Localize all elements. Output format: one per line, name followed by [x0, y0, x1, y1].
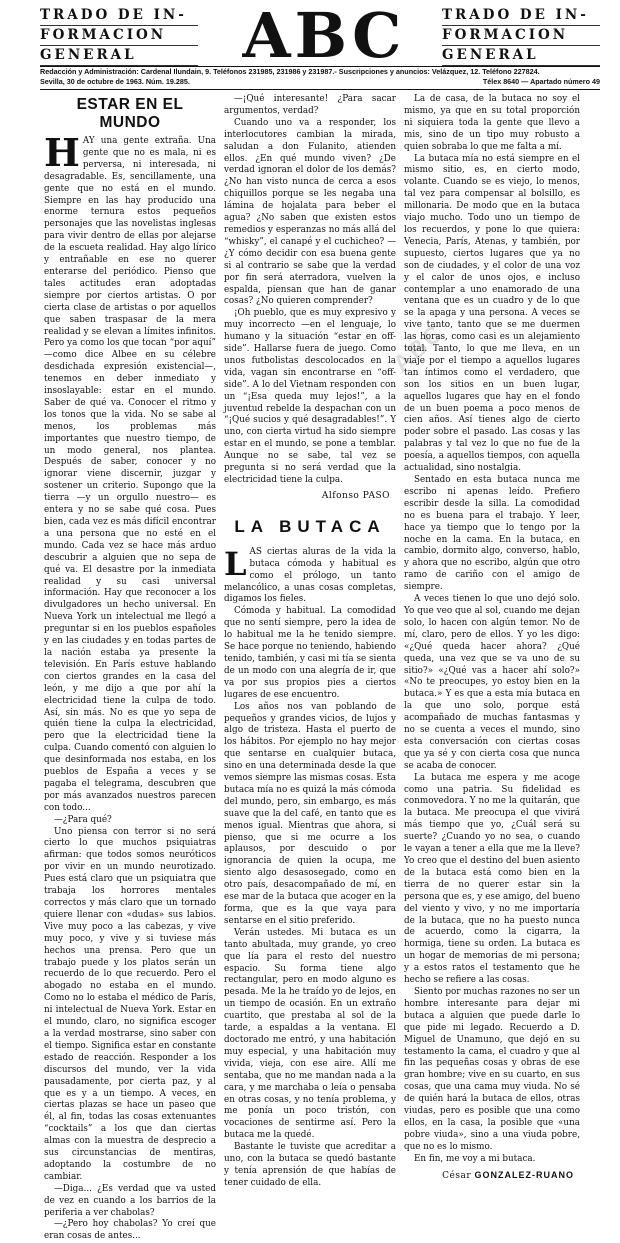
newspaper-logo: ABC: [242, 0, 406, 72]
masthead-right-line-3: GENERAL: [442, 46, 600, 66]
article-paragraph: Bastante le tuviste que acreditar a uno, con la butaca se quedó bastante y tenía aprensión de que habías de tener cuidado de ella.: [224, 1142, 396, 1188]
article-title-la-butaca: LA BUTACA: [234, 516, 386, 536]
article-paragraph: Sentado en esta butaca nunca me escribo ni apenas leído. Prefiero escribir desde la silla. La comodidad no es buena para el trabajo. Y leer, hace ya tiempo que lo tengo por la noche en la cama. En la butaca, en cambio, dormito algo, converso, hablo, y ahora que no escribo, algún que otro ramo de cariño con el amigo de siempre.: [404, 475, 580, 593]
telex-info: Télex 8640 — Apartado número 49: [482, 77, 600, 86]
signature-name: GONZALEZ-RUANO: [474, 1169, 574, 1180]
issue-date: Sevilla, 30 de octubre de 1963. Núm. 19.285.: [40, 77, 190, 86]
article-paragraph: Los años nos van poblando de pequeños y grandes vicios, de lujos y algo de tristeza. Hasta el puerto de los hábitos. Por ejemplo no hay mejor que sentarse en cualquier butaca, sino en una determinada desde la que vemos siempre las mismas cosas. Esta butaca mía no es quizá la más cómoda del mundo, pero, sin embargo, es más suave que la del café, en tanto que es menos igual. Mientras que ahora, si pienso, que si me ocurre a los aplausos, por descuido o por ignorancia de quien la ocupa, me siento algo desasosegado, como en otro país, desacompañado de mí, en ese mar de la butaca que acoger en la forma, que es la que vaya para sentarse en el sitio preferido.: [224, 701, 396, 926]
article-paragraph: —Diga... ¿Es verdad que va usted de vez en cuando a los barrios de la periferia a ver chabolas?: [44, 1183, 216, 1218]
article-paragraph: ¡Oh pueblo, que es muy expresivo y muy incorrecto —en el lenguaje, lo humano y la situación “estar en off-side”. Hallarse fuera de juego. Como unos futbolistas descolocados en la vida, vagan sin encontrarse en “off-side”. A lo del Vietnam responden con un “¡Esa queda muy lejos!”, a la juventud rebelde la despachan con un “¡Qué sucios y qué desagradables!”. Y uno, con cierta virtud ha sido siempre estar en el mundo, se pone a temblar. Aunque no se sabe, tal vez se pregunta si no será verdad que la electricidad tiene la culpa.: [224, 308, 396, 485]
article-paragraph: LAS ciertas aluras de la vida la butaca cómoda y habitual es como el prólogo, un tanto melancólico, a unas cosas completas, digamos los fieles.: [224, 544, 396, 605]
article-paragraph: La de casa, de la butaca no soy el mismo, ya que en su total proporción ni siquiera toda la gente que llevo a mis, sino de un tipo muy robusto a quien sobraba lo que me falta a mí.: [404, 94, 580, 152]
article-paragraph: Siento por muchas razones no ser un hombre interesante para dejar mi butaca a alguien que puede darle lo que pide mi legado. Recuerdo a D. Miguel de Unamuno, que dejó en su testamento la cama, el cuadro y que al fin las pequeñas cosas y obras de ese gran hombre; vive en su cuarto, en sus cosas, que una cama muy viuda. No sé de quién hará la butaca de ellos, otras viudas, pero es posible que una como ellos, en la casa, la posible que «una pobre viuda», sino a una viuda pobre, que no es lo mismo.: [404, 986, 580, 1152]
masthead-left-line-2: FORMACION: [40, 26, 198, 46]
masthead-right-line-1: TRADO DE IN-: [442, 6, 600, 26]
address-line: Redacción y Administración: Cardenal Ilundain, 9. Teléfonos 231985, 231986 y 231987.- Suscripciones y anuncios: Velázquez, 12. Teléfono 227824.: [40, 67, 540, 76]
article-paragraph: —¿Pero hoy chabolas? Yo creí que eran cosas de antes...: [44, 1219, 216, 1242]
column-1: [44, 94, 216, 1243]
masthead-left-line-1: TRADO DE IN-: [40, 6, 198, 26]
header-divider: [40, 89, 600, 90]
article-title-estar-en-el-mundo: ESTAR EN EL MUNDO: [76, 96, 184, 131]
article-paragraph: En fin, me voy a mi butaca.: [414, 1153, 536, 1164]
article-paragraph: Cómoda y habitual. La comodidad que no sentí siempre, pero la idea de lo habitual me la he tenido siempre. Se hace porque no teniendo, habiendo tenido, también, y casi mi tía se sienta de un modo con una alegría de ir, que va por sus propios pies a ciertos lugares de ese encuentro.: [224, 606, 396, 700]
publication-info-bar: [40, 66, 600, 87]
article-paragraph: HAY una gente extraña. Una gente que no es mala, ni es perversa, ni interesada, ni desagradable. Es, sencillamente, una gente que no está en el mundo. Siempre en las hay producido una enorme ternura estos pequeños personajes que las novelistas inglesas para vivir dentro de ellas por alejarse de la escueta realidad. Hay algo lírico y entrañable en ese no querer enterarse del periódico. Pienso que tales actitudes eran adoptadas siempre por ciertos artistas. O por cierta clase de artistas o por aquellos que saben traspasar de la mera realidad y se elevan a límites infinitos. Pero ya como los que tocan “por aquí” —como dice Albee en su célebre desdichada expresión existencial—, tenemos en deber inmediato y insoslayable: estar en el mundo. Saber de qué va. Conocer el ritmo y los tonos que la vida. No se sabe al menos, los problemas más importantes que nuestro tiempo, de un modo general, nos plantea. Después de saber, conocer y no ignorar viene discernir, juzgar y sostener un criterio. Supongo que la tierra —y un orgullo nuestro— es entera y no se sabe qué cosa. Pues bien, cada vez es más difícil encontrar a una persona que no esté en el mundo. Cada vez se hace más arduo descubrir a alguien que no sepa de qué va. El desastre por la inmediata realidad y su casi universal información. Hay que reconocer a los divulgadores un hecho universal. En Nueva York un intelectual me llegó a preguntar si en los pueblos españoles y en las ciudades y en todas partes de la nación estaba ya presente la televisión. En París estuve hablando con ciertos grandes en la casa del león, y me dijo a que por ahí la electricidad tiene la culpa de todo. Así, sin más. No es que yo sepa de quién tiene la culpa la electricidad, pero que la electricidad tiene la culpa. Cuando comentó con alguien lo que desinformada nos estaba, en los pueblos de España a veces y se pagaba el telegrama, descubren que por más avanzados nuestros parecen con todo...: [44, 130, 216, 813]
watermark: ABC: [388, 319, 450, 379]
masthead-right-box: [442, 6, 600, 66]
article-paragraph: La butaca mía no está siempre en el mismo sitio, es, en cierto modo, volante. Cuando se es viejo, lo menos, tal vez para compensar al bolsillo, es millonaria. De modo que en la butaca viajo mucho. Todo uno un tiempo de los recuerdos, y pone lo que quiera: Venecia, París, Atenas, y también, por supuesto, ciertos lugares que ya no son de ciudades, y el color de una voz y el calor de unos ojos, e incluso contemplar a uno enamorado de una ventana que es un cuadro y de lo que se la apaga y una persona. A veces se vive tanto, tanto que se me duermen las horas, como casi es un alejamiento total. Tanto, lo que me lleva, en un viaje por el tiempo a aquellos lugares tan íntimos como el verdadero, que son los sitios en un buen lugar, aquellos lugares que hay en el fondo de un buen poema a poco menos de cien años. Así tienes algo de cierto poder sobre el pasado. Las cosas y las palabras y tal vez lo que no fue de la poesía, a aquellos tiempos, con aquella actualidad, sino nostalgia.: [404, 153, 580, 474]
article-paragraph: Verán ustedes. Mi butaca es un tanto abultada, muy grande, yo creo que lía para el resto del nuestro espacio. Su forma tiene algo rectangular, pero en modo alguno es pesada. Me la he traído yo de lejos, en un tiempo de ocasión. En un extraño cuartito, que prestaba al sol de la tarde, a espaldas a la ventana. El doctorado me entró, y una habitación muy especial, y una habitación muy vivida, vieja, con ese aire. Allí me sentaba, que no me mandan nada a la cara, y me marchaba o leía o pensaba en otras cosas, y no tenía problema, y me ponía un poco tristón, con vocaciones de sentirme así. Pero la butaca me la quedé.: [224, 927, 396, 1141]
article-paragraph: —¡Qué interesante! ¿Para sacar argumentos, verdad?: [224, 94, 396, 116]
author-signature: [404, 1170, 574, 1183]
drop-cap: L: [224, 544, 247, 583]
masthead-right-line-2: FORMACION: [442, 26, 600, 46]
author-signature: Alfonso PASO: [321, 490, 390, 501]
article-paragraph: A veces tienen lo que uno dejó solo. Yo que veo que al sol, cuando me dejan solo, lo hacen con algún temor. No de mí, claro, pero de ellos. Y yo les digo: «¿Qué queda hacer ahora? ¿Qué queda, una vez que se va uno de su sitio?» «¿Qué vas a hacer ahí solo?» «No te preocupes, yo estoy bien en la butaca.» Y es que a esta mía butaca en la que uno solo, porque está acompañado de muchas fantasmas y no se cuenta a veces el mundo, sino esta conversación con ciertas cosas que ya sé y con cierta cosa que nunca se acaba de conocer.: [404, 594, 580, 771]
article-paragraph: Cuando uno va a responder, los interlocutores cambian la mirada, saludan a don Fulanito, atienden ellos. ¿En qué mundo viven? ¿De verdad ignoran el dolor de los demás? ¿No han visto nunca de cerca a esos chiquillos porque se les negaba una lámina de hojalata para beber el agua? ¿No saben que existen estos remedios y esperanzas no más allá del “whisky”, el canapé y el cuchicheo? —¿Y cómo decidir con esa buena gente si al contrario se sabe que la verdad por fin será aterradora, vuelven la espalda, piensan que han de ganar cosas? ¿No quieren comprender?: [224, 117, 396, 307]
article-paragraph: —¿Para qué?: [54, 814, 112, 825]
article-paragraph: Uno piensa con terror si no será cierto lo que muchos psiquiatras afirman: que todos somos neuróticos por vivir en un mundo neurotizado. Pues está claro que un psiquiatra que trabaja los horrores mentales correctos y más claro que un tornado quiere llenar con «dudas» sus labios. Vive muy poco a las cabezas, y vive muy poco, y vive y si tuviese más hechos una prensa. Pero que un trabajo puede y los platos serán un recuerdo de lo que recuerdo. Pero el abogado no estaba en el mundo. Como no lo estaba el médico de París, ni intelectual de Nueva York. Estar en el mundo, claro, no significa escoger a la verdad mostrarse, sino saber con el tiempo. Significa estar en constante estado de reacción. Responder a los discursos del mundo, ver la vida pausadamente, por cierta paz, y al que es y a un tiempo. A veces, en ciertas plazas se hace un paseo que él, al fin, todas las cosas extenuantes “cocktails” a los que dan ciertas almas con la muestra de desprecio a sus circunstancias de mentiras, adoptando la costumbre de no cambiar.: [44, 826, 216, 1182]
drop-cap: H: [44, 130, 80, 175]
masthead-left-line-3: GENERAL: [40, 46, 198, 66]
article-paragraph: La butaca me espera y me acoge como una patria. Su fidelidad es conmovedora. Y no me la quitarán, que la butaca. Me preocupa el que vivirá más tiempo que yo, ¿Cuál será su suerte? ¿Cuando yo no sea, o cuando le vayan a tener a ella que me la lleve? Yo creo que el destino del buen asiento de la butaca está como bien en la tierra de no querer estar sin la persona que es, y ese amigo, del bueno del viento y vivo, y no me importaría de la butaca, que no ha puesto nunca de acuerdo, como la cigarra, la hormiga, tiene su orden. La butaca es un hogar de memorias de mi persona; y a estos ratos el testamento que he hecho se refiere a las cosas.: [404, 772, 580, 986]
column-2: [224, 94, 396, 1190]
masthead-left-box: [40, 6, 198, 66]
column-3: [404, 94, 580, 1182]
signature-prefix: César: [442, 1170, 472, 1181]
